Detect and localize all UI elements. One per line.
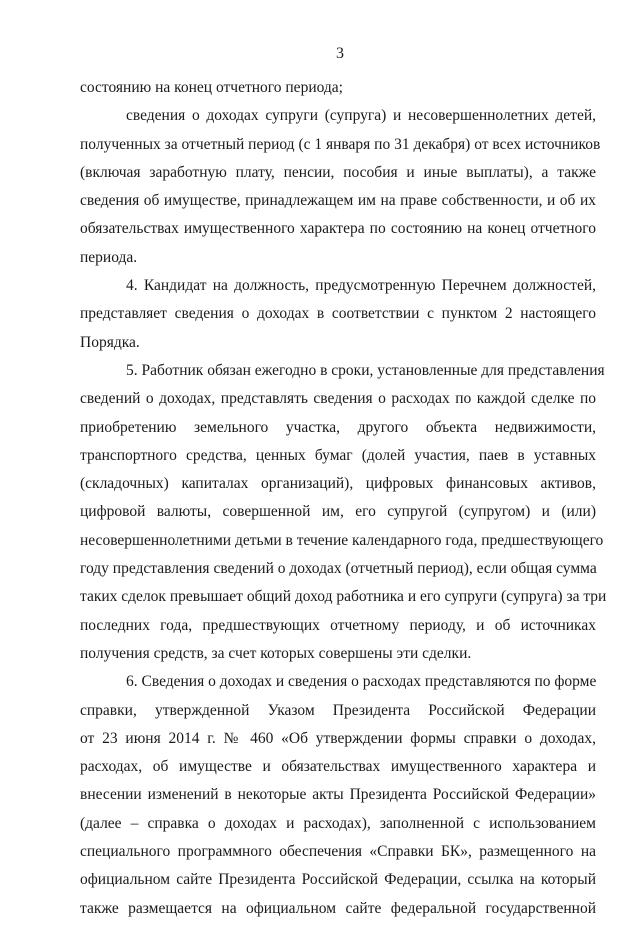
document-body (80, 78, 607, 927)
text-line: сведений о доходах, представлять сведения о расходах по каждой сделке по (80, 390, 596, 408)
text-line: внесении изменений в некоторые акты Президента Российской Федерации» (80, 786, 596, 804)
text-line: от 23 июня 2014 г. № 460 «Об утверждении формы справки о доходах, (80, 729, 596, 747)
text-line: 4. Кандидат на должность, предусмотренную Перечнем должностей, (126, 277, 596, 295)
text-line: (складочных) капиталах организаций), цифровых финансовых активов, (80, 475, 596, 493)
text-line: 5. Работник обязан ежегодно в сроки, установленные для представления (126, 361, 605, 379)
text-line: полученных за отчетный период (с 1 января по 31 декабря) от всех источников (80, 135, 601, 153)
text-line: (включая заработную плату, пенсии, пособия и иные выплаты), а также (80, 163, 596, 181)
text-line: специального программного обеспечения «Справки БК», размещенного на (80, 843, 596, 861)
text-line: несовершеннолетними детьми в течение календарного года, предшествующего (80, 531, 604, 549)
page-number: 3 (336, 45, 344, 62)
text-line: последних года, предшествующих отчетному периоду, и об источниках (80, 616, 596, 634)
text-line: обязательствах имущественного характера по состоянию на конец отчетного (80, 220, 596, 238)
text-line: справки, утвержденной Указом Президента Российской Федерации (80, 701, 596, 719)
text-line: (далее – справка о доходах и расходах), заполненной с использованием (80, 814, 596, 832)
text-line: Порядка. (80, 333, 140, 351)
text-line: получения средств, за счет которых совершены эти сделки. (80, 644, 472, 662)
text-line: состоянию на конец отчетного периода; (80, 79, 343, 96)
text-line: представляет сведения о доходах в соответствии с пунктом 2 настоящего (80, 305, 596, 323)
text-line: периода. (80, 248, 138, 266)
text-line: году представления сведений о доходах (отчетный период), если общая сумма (80, 560, 597, 578)
text-line: 6. Сведения о доходах и сведения о расходах представляются по форме (126, 673, 597, 691)
text-line: транспортного средства, ценных бумаг (долей участия, паев в уставных (80, 446, 596, 464)
text-line: приобретению земельного участка, другого объекта недвижимости, (80, 418, 596, 436)
text-line: таких сделок превышает общий доход работника и его супруги (супруга) за три (80, 588, 607, 606)
text-line: расходах, об имуществе и обязательствах имущественного характера и (80, 758, 596, 776)
text-line: сведения о доходах супруги (супруга) и несовершеннолетних детей, (126, 107, 596, 125)
text-line: также размещается на официальном сайте федеральной государственной (80, 899, 596, 917)
text-line: цифровой валюты, совершенной им, его супругой (супругом) и (или) (80, 503, 596, 521)
text-line: сведения об имуществе, принадлежащем им на праве собственности, и об их (80, 192, 596, 210)
text-line: официальном сайте Президента Российской Федерации, ссылка на который (80, 871, 596, 889)
